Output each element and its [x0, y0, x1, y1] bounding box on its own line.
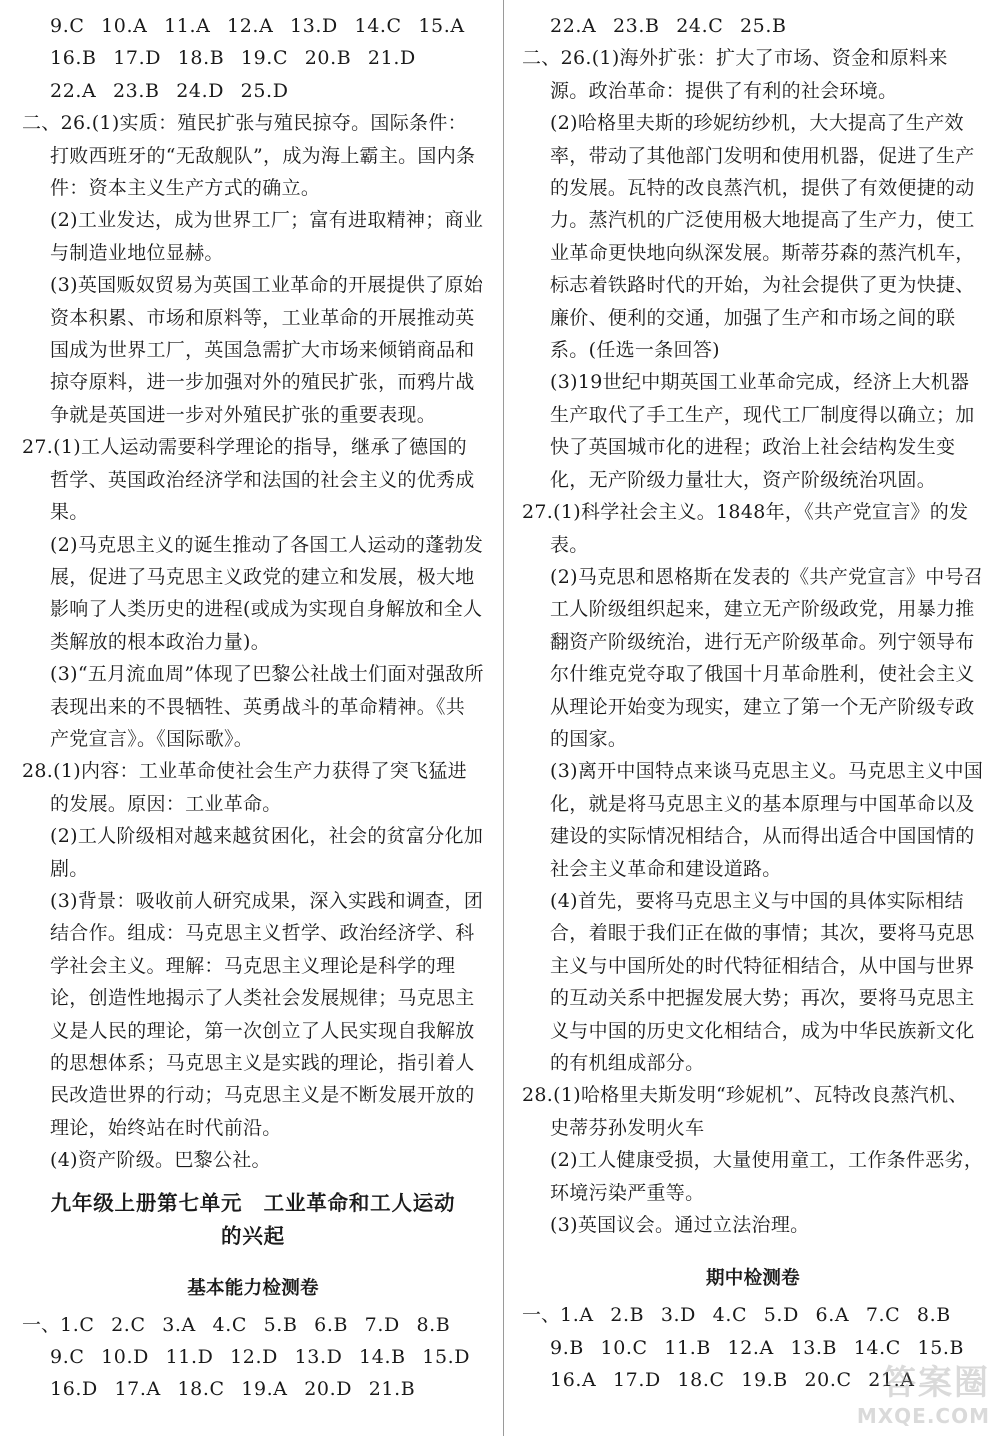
- column-divider: [503, 0, 504, 1436]
- question-26-part1: 二、26.(1)海外扩张：扩大了市场、资金和原料来源。政治革命：提供了有利的社会环境。: [522, 47, 948, 102]
- question-28-part1: 28.(1)内容：工业革命使社会生产力获得了突飞猛进的发展。原因：工业革命。: [22, 760, 467, 815]
- left-column: [22, 10, 484, 1430]
- question-28-part3: (3)英国议会。通过立法治理。: [550, 1214, 810, 1237]
- question-27-part1: 27.(1)科学社会主义。1848年，《共产党宣言》的发表。: [522, 501, 969, 556]
- question-26-part3: (3)英国贩奴贸易为英国工业革命的开展提供了原始资本积累、市场和原料等，工业革命的开展推动英国成为世界工厂，英国急需扩大市场来倾销商品和掠夺原料，进一步加强对外的殖民扩张，而鸦片战争就是英国进一步对外殖民扩张的重要表现。: [50, 274, 484, 426]
- mc-answers-line: 22.A 23.B 24.C 25.B: [550, 15, 787, 37]
- unit-title: 九年级上册第七单元 工业革命和工人运动 的兴起: [50, 1190, 456, 1248]
- question-number: 二、26.: [22, 112, 92, 135]
- mc-answers-line: 一、1.C 2.C 3.A 4.C 5.B 6.B 7.D 8.B: [22, 1313, 451, 1336]
- question-number: 27.: [522, 501, 554, 524]
- question-27-part3: (3)“五月流血周”体现了巴黎公社战士们面对强敌所表现出来的不畏牺牲、英勇战斗的革命精神。《共产党宣言》。《国际歌》。: [50, 663, 484, 750]
- question-number: 二、26.: [522, 47, 592, 70]
- question-28-part3: (3)背景：吸收前人研究成果，深入实践和调查，团结合作。组成：马克思主义哲学、政治经济学、科学社会主义。理解：马克思主义理论是科学的理论，创造性地揭示了人类社会发展规律；马克思主义是人民的理论，第一次创立了人民实现自我解放的思想体系；马克思主义是实践的理论，指引着人民改造世界的行动；马克思主义是不断发展开放的理论，始终站在时代前沿。: [50, 889, 484, 1139]
- question-number: 27.: [22, 436, 54, 459]
- question-28-part4: (4)资产阶级。巴黎公社。: [50, 1149, 271, 1172]
- question-27-part2: (2)马克思主义的诞生推动了各国工人运动的蓬勃发展，促进了马克思主义政党的建立和发展，极大地影响了人类历史的进程(或成为实现自身解放和全人类解放的根本政治力量)。: [50, 533, 484, 653]
- question-28-part1: 28.(1)哈格里夫斯发明“珍妮机”、瓦特改良蒸汽机、史蒂芬孙发明火车: [522, 1084, 968, 1139]
- mc-answers-line: 9.B 10.C 11.B 12.A 13.B 14.C 15.B: [550, 1336, 965, 1359]
- question-26-part2: (2)哈格里夫斯的珍妮纺纱机，大大提高了生产效率，带动了其他部门发明和使用机器，促进了生产的发展。瓦特的改良蒸汽机，提供了有效便捷的动力。蒸汽机的广泛使用极大地提高了生产力，使工业革命更快地向纵深发展。斯蒂芬森的蒸汽机车，标志着铁路时代的开始，为社会提供了更为快捷、廉价、便利的交通，加强了生产和市场之间的联系。(任选一条回答): [550, 112, 975, 362]
- section-title: 基本能力检测卷: [187, 1277, 319, 1299]
- mc-answers-line: 16.A 17.D 18.C 19.B 20.C 21.A: [550, 1369, 915, 1392]
- right-column: [522, 10, 984, 1430]
- mc-answers-line: 9.C 10.D 11.D 12.D 13.D 14.B 15.D: [50, 1346, 471, 1369]
- question-26-part2: (2)工业发达，成为世界工厂；富有进取精神；商业与制造业地位显赫。: [50, 209, 484, 264]
- mc-answers-line: 9.C 10.A 11.A 12.A 13.D 14.C 15.A: [50, 15, 465, 37]
- question-26-part1: 二、26.(1)实质：殖民扩张与殖民掠夺。国际条件：打败西班牙的“无敌舰队”，成为海上霸主。国内条件：资本主义生产方式的确立。: [22, 112, 476, 200]
- question-number: 28.: [522, 1084, 554, 1107]
- question-26-part3: (3)19世纪中期英国工业革命完成，经济上大机器生产取代了手工生产，现代工厂制度得以确立；加快了英国城市化的进程；政治上社会结构发生变化，无产阶级力量壮大，资产阶级统治巩固。: [550, 371, 975, 491]
- question-28-part2: (2)工人阶级相对越来越贫困化，社会的贫富分化加剧。: [50, 825, 484, 880]
- question-27-part3: (3)离开中国特点来谈马克思主义。马克思主义中国化，就是将马克思主义的基本原理与中国革命以及建设的实际情况相结合，从而得出适合中国国情的社会主义革命和建设道路。: [550, 760, 984, 880]
- mc-answers-line: 22.A 23.B 24.D 25.D: [50, 79, 289, 102]
- question-28-part2: (2)工人健康受损，大量使用童工，工作条件恶劣，环境污染严重等。: [550, 1149, 984, 1204]
- watermark-logo: 答案圈 MXQE.COM: [856, 1363, 990, 1428]
- section-title: 期中检测卷: [705, 1268, 800, 1290]
- mc-answers-line: 一、1.A 2.B 3.D 4.C 5.D 6.A 7.C 8.B: [522, 1304, 951, 1327]
- mc-answers-line: 16.D 17.A 18.C 19.A 20.D 21.B: [50, 1378, 416, 1401]
- question-number: 28.: [22, 760, 54, 783]
- question-27-part1: 27.(1)工人运动需要科学理论的指导，继承了德国的哲学、英国政治经济学和法国的社会主义的优秀成果。: [22, 436, 475, 524]
- mc-answers-line: 16.B 17.D 18.B 19.C 20.B 21.D: [50, 47, 416, 70]
- question-27-part2: (2)马克思和恩格斯在发表的《共产党宣言》中号召工人阶级组织起来，建立无产阶级政党，用暴力推翻资产阶级统治，进行无产阶级革命。列宁领导布尔什维克党夺取了俄国十月革命胜利，使社会主义从理论开始变为现实，建立了第一个无产阶级专政的国家。: [550, 565, 984, 750]
- question-27-part4: (4)首先，要将马克思主义与中国的具体实际相结合，着眼于我们正在做的事情；其次，要将马克思主义与中国所处的时代特征相结合，从中国与世界的互动关系中把握发展大势；再次，要将马克思主义与中国的历史文化相结合，成为中华民族新文化的有机组成部分。: [550, 889, 975, 1074]
